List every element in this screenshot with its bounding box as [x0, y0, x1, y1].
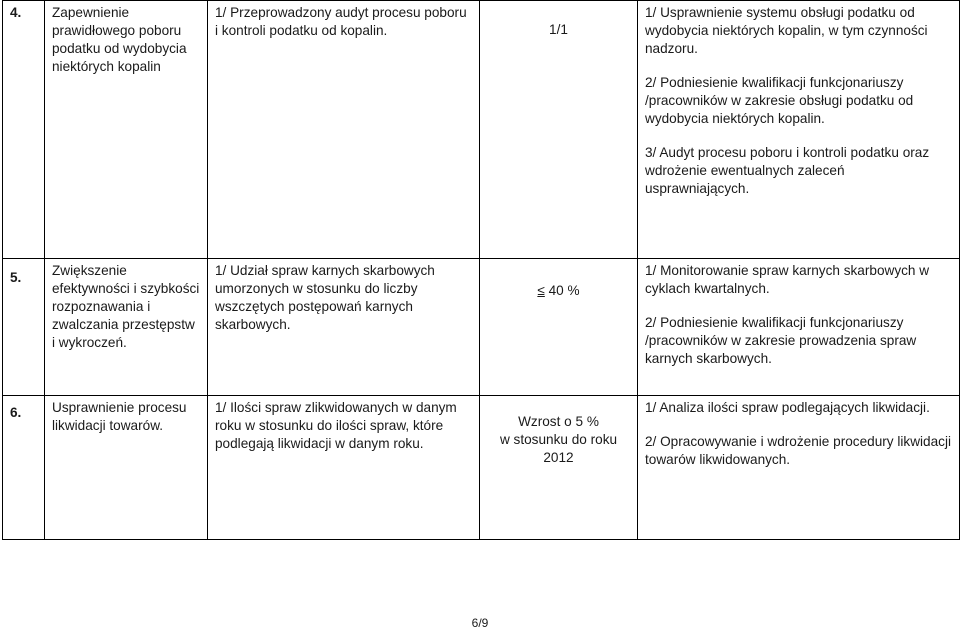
actions-cell — [638, 396, 960, 540]
target-cell — [480, 259, 638, 396]
action-item: 2/ Podniesienie kwalifikacji funkcjonariuszy /pracowników w zakresie prowadzenia spraw karnych skarbowych. — [645, 315, 917, 366]
action-item: 1/ Analiza ilości spraw podlegających likwidacji. — [645, 400, 930, 415]
action-item: 3/ Audyt procesu poboru i kontroli podatku oraz wdrożenie ewentualnych zaleceń usprawniających. — [645, 145, 930, 196]
action-item: 2/ Podniesienie kwalifikacji funkcjonariuszy /pracowników w zakresie obsługi podatku od wydobycia niektórych kopalin. — [645, 75, 914, 126]
target-cell — [480, 396, 638, 540]
table-row — [3, 1, 960, 259]
actions-cell — [638, 1, 960, 259]
target-line: Wzrost o 5 % — [518, 414, 599, 429]
page-number: 6/9 — [471, 616, 489, 630]
row-number: 5. — [3, 259, 45, 396]
table-row — [3, 259, 960, 396]
objective-cell: Zwiększenie efektywności i szybkości rozpoznawania i zwalczania przestępstw i wykroczeń. — [45, 259, 208, 396]
action-item: 2/ Opracowywanie i wdrożenie procedury likwidacji towarów likwidowanych. — [645, 434, 951, 467]
objective-cell: Usprawnienie procesu likwidacji towarów. — [45, 396, 208, 540]
table-row — [3, 396, 960, 540]
indicator-cell: 1/ Przeprowadzony audyt procesu poboru i kontroli podatku od kopalin. — [208, 1, 480, 259]
objective-cell: Zapewnienie prawidłowego poboru podatku od wydobycia niektórych kopalin — [45, 1, 208, 259]
target-line: w stosunku do roku 2012 — [499, 432, 618, 465]
target-value: 40 % — [548, 283, 580, 298]
actions-cell — [638, 259, 960, 396]
less-or-equal-symbol: ≤ — [537, 283, 545, 298]
target-cell: 1/1 — [480, 1, 638, 259]
indicator-cell: 1/ Udział spraw karnych skarbowych umorzonych w stosunku do liczby wszczętych postępowań karnych skarbowych. — [208, 259, 480, 396]
row-number: 6. — [3, 396, 45, 540]
indicator-cell: 1/ Ilości spraw zlikwidowanych w danym roku w stosunku do ilości spraw, które podlegają likwidacji w danym roku. — [208, 396, 480, 540]
row-number: 4. — [3, 1, 45, 259]
action-item: 1/ Monitorowanie spraw karnych skarbowych w cyklach kwartalnych. — [645, 263, 930, 296]
measures-table — [2, 0, 960, 540]
action-item: 1/ Usprawnienie systemu obsługi podatku od wydobycia niektórych kopalin, w tym czynności nadzoru. — [645, 5, 928, 56]
